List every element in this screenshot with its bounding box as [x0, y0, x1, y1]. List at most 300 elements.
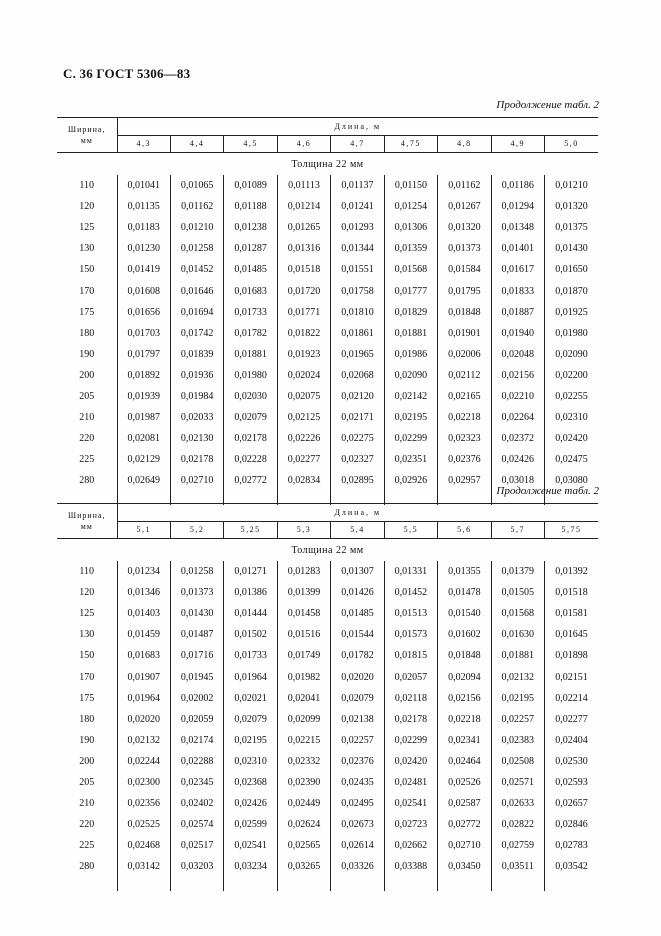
volume-cell: 0,01294	[491, 196, 544, 217]
volume-cell: 0,01513	[384, 603, 437, 624]
volume-cell: 0,02323	[438, 428, 491, 449]
volume-cell: 0,01344	[331, 238, 384, 259]
volume-cell: 0,02571	[491, 772, 544, 793]
volume-cell: 0,01581	[545, 603, 599, 624]
volume-cell: 0,03542	[545, 856, 599, 877]
volume-cell: 0,01720	[277, 280, 330, 301]
volume-cell: 0,01861	[331, 323, 384, 344]
volume-cell: 0,01848	[438, 645, 491, 666]
length-values-row	[57, 135, 598, 153]
volume-cell: 0,01703	[117, 323, 170, 344]
length-value-header: 5,75	[545, 521, 599, 539]
width-cell: 280	[79, 861, 95, 873]
width-cell: 180	[79, 713, 95, 725]
volume-cell: 0,01898	[545, 645, 599, 666]
volume-cell: 0,01348	[491, 217, 544, 238]
volume-cell: 0,01183	[117, 217, 170, 238]
volume-cell: 0,01782	[331, 645, 384, 666]
volume-cell: 0,01485	[224, 259, 277, 280]
volume-cell: 0,02030	[224, 386, 277, 407]
volume-cell: 0,01683	[224, 280, 277, 301]
width-header-label: Ширина,	[68, 125, 106, 134]
volume-cell: 0,01502	[224, 624, 277, 645]
volume-cell: 0,01923	[277, 344, 330, 365]
length-value-header: 4,3	[117, 135, 170, 153]
volume-cell: 0,01419	[117, 259, 170, 280]
volume-cell: 0,02783	[545, 835, 599, 856]
volume-cell: 0,03018	[491, 470, 544, 491]
volume-cell: 0,03511	[491, 856, 544, 877]
table-row	[57, 666, 598, 687]
volume-cell: 0,02926	[384, 470, 437, 491]
volume-cell: 0,02475	[545, 449, 599, 470]
width-column-header	[57, 118, 117, 153]
volume-cell: 0,01186	[491, 175, 544, 196]
volume-cell: 0,01544	[331, 624, 384, 645]
volume-cell: 0,02020	[117, 709, 170, 730]
volume-cell: 0,02300	[117, 772, 170, 793]
volume-cell: 0,02517	[170, 835, 223, 856]
volume-cell: 0,01210	[545, 175, 599, 196]
volume-cell: 0,02327	[331, 449, 384, 470]
table-row	[57, 280, 598, 301]
volume-cell: 0,02165	[438, 386, 491, 407]
volume-cell: 0,01646	[170, 280, 223, 301]
volume-cell: 0,02759	[491, 835, 544, 856]
width-header-unit: мм	[80, 522, 93, 531]
volume-cell: 0,01907	[117, 666, 170, 687]
volume-cell: 0,03080	[545, 470, 599, 491]
volume-cell: 0,01984	[170, 386, 223, 407]
volume-cell: 0,01135	[117, 196, 170, 217]
volume-cell: 0,02541	[224, 835, 277, 856]
volume-cell: 0,02079	[224, 709, 277, 730]
volume-cell: 0,02574	[170, 814, 223, 835]
volume-cell: 0,02633	[491, 793, 544, 814]
table-row	[57, 302, 598, 323]
volume-cell: 0,02156	[438, 688, 491, 709]
volume-cell: 0,01137	[331, 175, 384, 196]
volume-cell: 0,01694	[170, 302, 223, 323]
volume-cell: 0,02002	[170, 688, 223, 709]
page-header: С. 36 ГОСТ 5306—83	[63, 66, 191, 81]
length-value-header: 5,6	[438, 521, 491, 539]
volume-cell: 0,02565	[277, 835, 330, 856]
volume-cell: 0,01241	[331, 196, 384, 217]
volume-cell: 0,01150	[384, 175, 437, 196]
volume-cell: 0,03450	[438, 856, 491, 877]
volume-cell: 0,02195	[384, 407, 437, 428]
volume-cell: 0,02075	[277, 386, 330, 407]
table-2-continuation-label: Продолжение табл. 2	[496, 485, 599, 497]
volume-cell: 0,02059	[170, 709, 223, 730]
volume-cell: 0,02138	[331, 709, 384, 730]
volume-cell: 0,02508	[491, 751, 544, 772]
volume-cell: 0,02383	[491, 730, 544, 751]
width-cell: 210	[79, 412, 95, 424]
volume-cell: 0,02020	[331, 666, 384, 687]
volume-cell: 0,01630	[491, 624, 544, 645]
volume-cell: 0,02599	[224, 814, 277, 835]
width-cell: 175	[79, 692, 95, 704]
width-cell: 225	[79, 840, 95, 852]
width-cell: 150	[79, 264, 95, 276]
volume-cell: 0,02772	[438, 814, 491, 835]
volume-cell: 0,02257	[491, 709, 544, 730]
width-cell: 225	[79, 454, 95, 466]
volume-cell: 0,02426	[224, 793, 277, 814]
volume-cell: 0,02345	[170, 772, 223, 793]
table-row	[57, 365, 598, 386]
volume-cell: 0,02178	[384, 709, 437, 730]
width-cell: 130	[79, 243, 95, 255]
volume-cell: 0,01815	[384, 645, 437, 666]
volume-cell: 0,02710	[170, 470, 223, 491]
table-row	[57, 793, 598, 814]
width-cell: 200	[79, 755, 95, 767]
table-row	[57, 709, 598, 730]
volume-cell: 0,01650	[545, 259, 599, 280]
volume-cell: 0,01373	[170, 582, 223, 603]
volume-cell: 0,02218	[438, 709, 491, 730]
volume-cell: 0,01041	[117, 175, 170, 196]
volume-cell: 0,01379	[491, 561, 544, 582]
volume-cell: 0,02593	[545, 772, 599, 793]
volume-cell: 0,01936	[170, 365, 223, 386]
volume-cell: 0,02710	[438, 835, 491, 856]
volume-cell: 0,02772	[224, 470, 277, 491]
volume-cell: 0,02195	[224, 730, 277, 751]
volume-cell: 0,01283	[277, 561, 330, 582]
volume-cell: 0,01645	[545, 624, 599, 645]
volume-cell: 0,01771	[277, 302, 330, 323]
volume-cell: 0,01320	[438, 217, 491, 238]
volume-cell: 0,01265	[277, 217, 330, 238]
volume-cell: 0,01925	[545, 302, 599, 323]
volume-cell: 0,02112	[438, 365, 491, 386]
volume-cell: 0,01833	[491, 280, 544, 301]
volume-cell: 0,02120	[331, 386, 384, 407]
volume-cell: 0,01267	[438, 196, 491, 217]
volume-cell: 0,02228	[224, 449, 277, 470]
volume-cell: 0,01795	[438, 280, 491, 301]
volume-cell: 0,01964	[117, 688, 170, 709]
volume-cell: 0,02376	[331, 751, 384, 772]
width-cell: 220	[79, 819, 95, 831]
table-row	[57, 238, 598, 259]
volume-cell: 0,02214	[545, 688, 599, 709]
volume-cell: 0,02351	[384, 449, 437, 470]
volume-cell: 0,01306	[384, 217, 437, 238]
volume-cell: 0,01516	[277, 624, 330, 645]
width-cell: 205	[79, 390, 95, 402]
volume-cell: 0,01887	[491, 302, 544, 323]
table-1	[57, 117, 598, 505]
volume-cell: 0,03142	[117, 856, 170, 877]
length-value-header: 4,5	[224, 135, 277, 153]
volume-cell: 0,02435	[331, 772, 384, 793]
length-value-header: 5,0	[545, 135, 599, 153]
volume-cell: 0,02200	[545, 365, 599, 386]
volume-cell: 0,01399	[277, 582, 330, 603]
table-1-continuation-label: Продолжение табл. 2	[496, 99, 599, 111]
volume-cell: 0,02310	[545, 407, 599, 428]
volume-cell: 0,02218	[438, 407, 491, 428]
volume-cell: 0,01980	[545, 323, 599, 344]
table-row	[57, 856, 598, 877]
volume-cell: 0,02090	[384, 365, 437, 386]
volume-cell: 0,02846	[545, 814, 599, 835]
volume-cell: 0,01518	[545, 582, 599, 603]
volume-cell: 0,01822	[277, 323, 330, 344]
length-value-header: 5,3	[277, 521, 330, 539]
volume-cell: 0,01287	[224, 238, 277, 259]
volume-cell: 0,01656	[117, 302, 170, 323]
volume-cell: 0,02006	[438, 344, 491, 365]
width-cell: 150	[79, 650, 95, 662]
volume-cell: 0,03234	[224, 856, 277, 877]
table-row	[57, 772, 598, 793]
table-row	[57, 645, 598, 666]
volume-cell: 0,01839	[170, 344, 223, 365]
volume-cell: 0,03326	[331, 856, 384, 877]
length-value-header: 4,9	[491, 135, 544, 153]
volume-cell: 0,02420	[545, 428, 599, 449]
volume-cell: 0,02094	[438, 666, 491, 687]
volume-cell: 0,02174	[170, 730, 223, 751]
volume-cell: 0,01188	[224, 196, 277, 217]
volume-cell: 0,01478	[438, 582, 491, 603]
volume-cell: 0,03265	[277, 856, 330, 877]
volume-cell: 0,02426	[491, 449, 544, 470]
volume-cell: 0,01238	[224, 217, 277, 238]
volume-cell: 0,01065	[170, 175, 223, 196]
volume-cell: 0,02081	[117, 428, 170, 449]
width-cell: 130	[79, 629, 95, 641]
volume-cell: 0,02341	[438, 730, 491, 751]
volume-cell: 0,01733	[224, 302, 277, 323]
width-cell: 205	[79, 776, 95, 788]
width-cell: 280	[79, 475, 95, 487]
length-header: Длина, м	[117, 504, 598, 522]
volume-cell: 0,01584	[438, 259, 491, 280]
volume-cell: 0,02132	[491, 666, 544, 687]
length-value-header: 5,5	[384, 521, 437, 539]
volume-cell: 0,02277	[545, 709, 599, 730]
volume-cell: 0,01939	[117, 386, 170, 407]
volume-cell: 0,02614	[331, 835, 384, 856]
volume-cell: 0,01608	[117, 280, 170, 301]
width-cell: 210	[79, 798, 95, 810]
volume-cell: 0,01452	[170, 259, 223, 280]
volume-cell: 0,01758	[331, 280, 384, 301]
volume-cell: 0,01162	[438, 175, 491, 196]
volume-cell: 0,02099	[277, 709, 330, 730]
table-row	[57, 814, 598, 835]
volume-cell: 0,01401	[491, 238, 544, 259]
volume-cell: 0,02125	[277, 407, 330, 428]
volume-cell: 0,01829	[384, 302, 437, 323]
volume-cell: 0,02257	[331, 730, 384, 751]
volume-cell: 0,02226	[277, 428, 330, 449]
table-row	[57, 217, 598, 238]
volume-cell: 0,02041	[277, 688, 330, 709]
volume-cell: 0,02156	[491, 365, 544, 386]
volume-cell: 0,01254	[384, 196, 437, 217]
thickness-section-row	[57, 153, 598, 176]
volume-cell: 0,02662	[384, 835, 437, 856]
volume-cell: 0,01733	[224, 645, 277, 666]
volume-cell: 0,02895	[331, 470, 384, 491]
table-2	[57, 503, 598, 891]
volume-cell: 0,02021	[224, 688, 277, 709]
volume-cell: 0,01945	[170, 666, 223, 687]
volume-cell: 0,01617	[491, 259, 544, 280]
volume-cell: 0,01777	[384, 280, 437, 301]
table-row	[57, 730, 598, 751]
volume-cell: 0,02657	[545, 793, 599, 814]
volume-cell: 0,01487	[170, 624, 223, 645]
volume-cell: 0,01602	[438, 624, 491, 645]
volume-cell: 0,01430	[170, 603, 223, 624]
volume-cell: 0,01355	[438, 561, 491, 582]
volume-cell: 0,02390	[277, 772, 330, 793]
length-value-header: 4,6	[277, 135, 330, 153]
table-row	[57, 323, 598, 344]
width-cell: 190	[79, 348, 95, 360]
volume-cell: 0,01452	[384, 582, 437, 603]
volume-cell: 0,01258	[170, 238, 223, 259]
volume-cell: 0,02277	[277, 449, 330, 470]
table-row	[57, 344, 598, 365]
length-header: Длина, м	[117, 118, 598, 136]
width-cell: 190	[79, 734, 95, 746]
volume-cell: 0,01797	[117, 344, 170, 365]
volume-cell: 0,01331	[384, 561, 437, 582]
volume-cell: 0,02299	[384, 730, 437, 751]
table-row	[57, 175, 598, 196]
volume-cell: 0,01210	[170, 217, 223, 238]
width-cell: 110	[79, 180, 95, 192]
table-row	[57, 196, 598, 217]
volume-cell: 0,02090	[545, 344, 599, 365]
volume-cell: 0,02624	[277, 814, 330, 835]
volume-cell: 0,01359	[384, 238, 437, 259]
table-row	[57, 386, 598, 407]
table-row	[57, 688, 598, 709]
table-body	[57, 153, 598, 506]
volume-cell: 0,02404	[545, 730, 599, 751]
table-bottom-padding	[57, 877, 598, 891]
volume-cell: 0,01810	[331, 302, 384, 323]
volume-cell: 0,02255	[545, 386, 599, 407]
volume-cell: 0,01568	[384, 259, 437, 280]
volume-cell: 0,01271	[224, 561, 277, 582]
volume-cell: 0,01986	[384, 344, 437, 365]
volume-cell: 0,01987	[117, 407, 170, 428]
table-row	[57, 561, 598, 582]
volume-cell: 0,02402	[170, 793, 223, 814]
table-row	[57, 259, 598, 280]
volume-cell: 0,02481	[384, 772, 437, 793]
volume-cell: 0,01848	[438, 302, 491, 323]
volume-cell: 0,01316	[277, 238, 330, 259]
width-cell: 125	[79, 222, 95, 234]
volume-cell: 0,02464	[438, 751, 491, 772]
volume-cell: 0,02332	[277, 751, 330, 772]
volume-cell: 0,01214	[277, 196, 330, 217]
volume-cell: 0,02310	[224, 751, 277, 772]
length-value-header: 4,7	[331, 135, 384, 153]
width-cell: 175	[79, 306, 95, 318]
volume-cell: 0,01458	[277, 603, 330, 624]
volume-cell: 0,01964	[224, 666, 277, 687]
table-row	[57, 428, 598, 449]
volume-cell: 0,01965	[331, 344, 384, 365]
volume-cell: 0,02210	[491, 386, 544, 407]
volume-cell: 0,01373	[438, 238, 491, 259]
volume-cell: 0,02449	[277, 793, 330, 814]
volume-cell: 0,01392	[545, 561, 599, 582]
volume-cell: 0,02264	[491, 407, 544, 428]
width-cell: 125	[79, 608, 95, 620]
volume-cell: 0,01901	[438, 323, 491, 344]
volume-cell: 0,02822	[491, 814, 544, 835]
table-row	[57, 407, 598, 428]
width-cell: 120	[79, 201, 95, 213]
volume-cell: 0,02130	[170, 428, 223, 449]
length-value-header: 5,25	[224, 521, 277, 539]
table-row	[57, 751, 598, 772]
volume-cell: 0,02079	[224, 407, 277, 428]
table-row	[57, 624, 598, 645]
volume-cell: 0,01518	[277, 259, 330, 280]
volume-cell: 0,02372	[491, 428, 544, 449]
volume-cell: 0,02118	[384, 688, 437, 709]
volume-cell: 0,02129	[117, 449, 170, 470]
thickness-label: Толщина 22 мм	[291, 158, 364, 170]
thickness-label: Толщина 22 мм	[291, 544, 364, 556]
volume-cell: 0,02957	[438, 470, 491, 491]
volume-cell: 0,02215	[277, 730, 330, 751]
volume-cell: 0,02541	[384, 793, 437, 814]
volume-cell: 0,02178	[170, 449, 223, 470]
volume-cell: 0,02587	[438, 793, 491, 814]
volume-cell: 0,02068	[331, 365, 384, 386]
volume-cell: 0,01113	[277, 175, 330, 196]
volume-cell: 0,01568	[491, 603, 544, 624]
volume-cell: 0,02033	[170, 407, 223, 428]
volume-cell: 0,01307	[331, 561, 384, 582]
volume-cell: 0,02288	[170, 751, 223, 772]
volume-cell: 0,02673	[331, 814, 384, 835]
volume-cell: 0,01881	[224, 344, 277, 365]
volume-cell: 0,02048	[491, 344, 544, 365]
length-value-header: 5,2	[170, 521, 223, 539]
volume-cell: 0,02368	[224, 772, 277, 793]
volume-cell: 0,01375	[545, 217, 599, 238]
thickness-section-row	[57, 539, 598, 562]
volume-cell: 0,02468	[117, 835, 170, 856]
volume-cell: 0,01540	[438, 603, 491, 624]
volume-cell: 0,01426	[331, 582, 384, 603]
volume-cell: 0,01881	[384, 323, 437, 344]
volume-cell: 0,02649	[117, 470, 170, 491]
volume-cell: 0,02834	[277, 470, 330, 491]
volume-cell: 0,01742	[170, 323, 223, 344]
length-value-header: 5,4	[331, 521, 384, 539]
volume-cell: 0,02495	[331, 793, 384, 814]
